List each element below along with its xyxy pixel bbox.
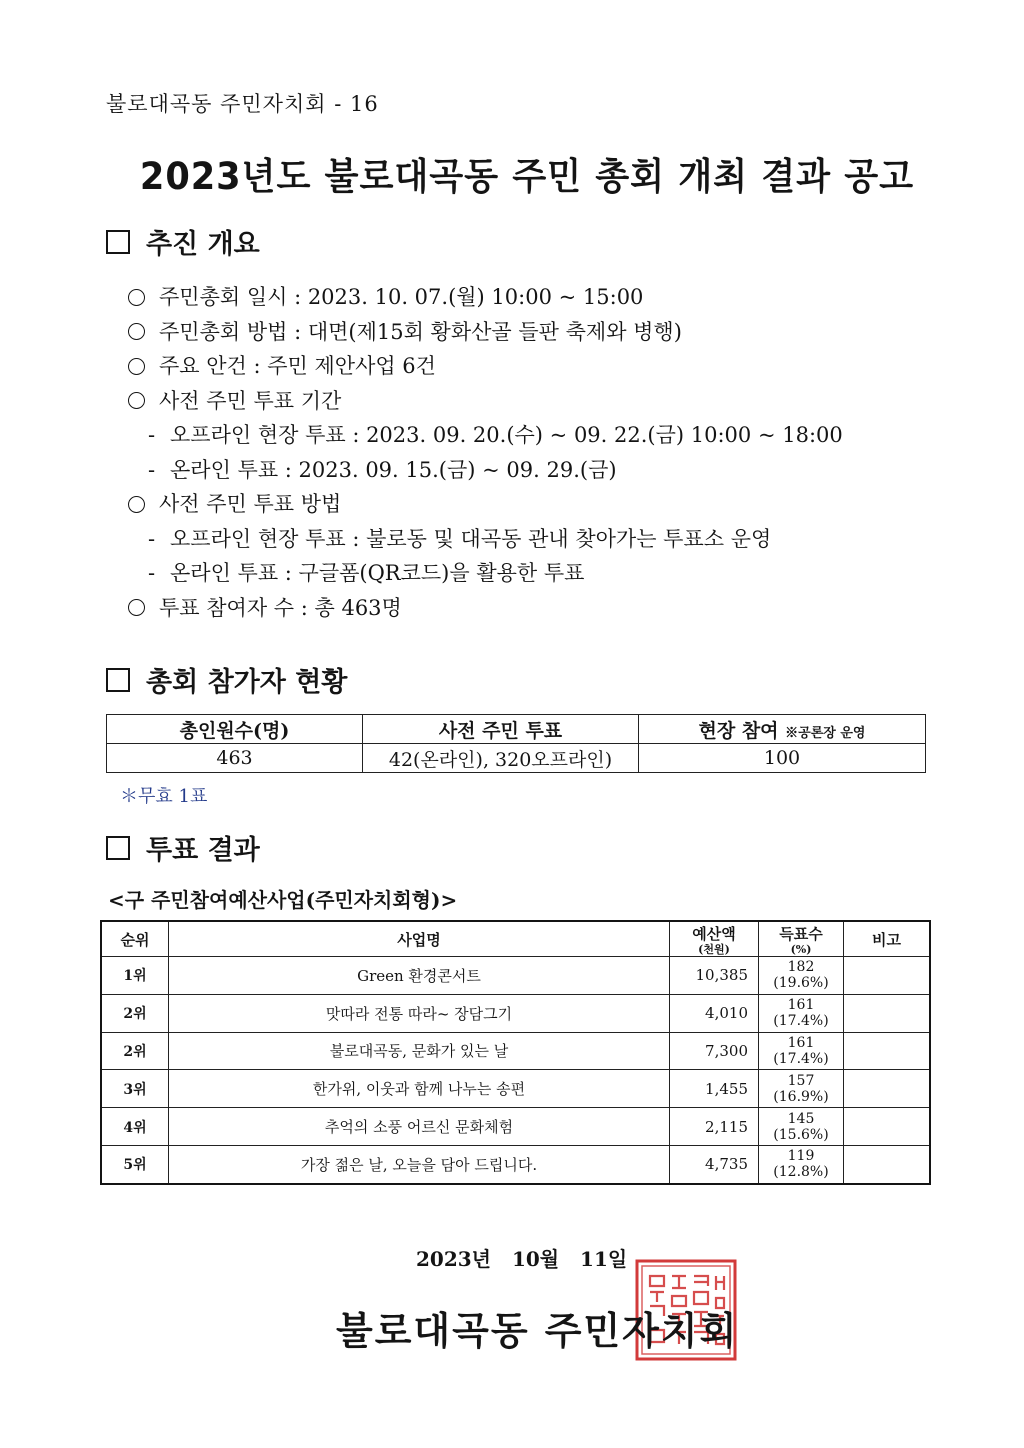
section-box-icon bbox=[106, 230, 130, 254]
cell-budget: 2,115 bbox=[670, 1108, 759, 1146]
cell-budget: 4,735 bbox=[670, 1145, 759, 1183]
announcement-date: 2023년 10월 11일 bbox=[416, 1247, 628, 1271]
overview-item-text: 주민총회 방법 : 대면(제15회 황화산골 들판 축제와 병행) bbox=[159, 319, 682, 344]
vote-count: 119 bbox=[787, 1148, 815, 1165]
cell-note bbox=[844, 1108, 931, 1146]
overview-subitem-text: 온라인 투표 : 2023. 09. 15.(금) ~ 09. 29.(금) bbox=[170, 457, 617, 482]
cell-project-name: 한가위, 이웃과 함께 나누는 송편 bbox=[169, 1070, 670, 1108]
cell-votes bbox=[759, 1032, 844, 1070]
overview-item bbox=[128, 591, 843, 626]
vote-count: 145 bbox=[787, 1110, 815, 1127]
vote-percent: (19.6%) bbox=[773, 975, 829, 992]
vote-count: 161 bbox=[787, 1034, 815, 1051]
cell-note bbox=[844, 1032, 931, 1070]
dash-bullet-icon bbox=[148, 556, 160, 591]
overview-item bbox=[128, 349, 843, 384]
section-results bbox=[106, 828, 260, 867]
col-note: 비고 bbox=[844, 921, 931, 957]
col-total: 총인원수(명) bbox=[107, 715, 363, 744]
vote-count: 157 bbox=[787, 1072, 815, 1089]
overview-subitem bbox=[128, 556, 843, 591]
col-rank: 순위 bbox=[101, 921, 169, 957]
cell-note bbox=[844, 1070, 931, 1108]
col-budget-label: 예산액 bbox=[692, 925, 736, 943]
circle-bullet-icon bbox=[128, 496, 145, 513]
overview-subitem-text: 오프라인 현장 투표 : 2023. 09. 20.(수) ~ 09. 22.(금) 10:00 ~ 18:00 bbox=[170, 423, 843, 447]
dash-bullet-icon bbox=[148, 522, 160, 557]
circle-bullet-icon bbox=[128, 392, 145, 409]
table-header-row bbox=[101, 921, 930, 957]
cell-project-name: Green 환경콘서트 bbox=[169, 957, 670, 995]
col-onsite-note: ※공론장 운영 bbox=[785, 725, 866, 741]
vote-percent: (17.4%) bbox=[773, 1050, 829, 1067]
col-project-name: 사업명 bbox=[169, 921, 670, 957]
section-participants-title: 총회 참가자 현황 bbox=[146, 667, 348, 698]
col-votes-unit: (%) bbox=[790, 943, 812, 956]
cell-votes bbox=[759, 957, 844, 995]
organization-name: 불로대곡동 주민자치회 bbox=[336, 1309, 739, 1353]
section-results-title: 투표 결과 bbox=[146, 835, 260, 866]
cell-rank: 5위 bbox=[101, 1145, 169, 1183]
vote-percent: (17.4%) bbox=[773, 1013, 829, 1030]
overview-item-text: 주요 안건 : 주민 제안사업 6건 bbox=[159, 354, 436, 378]
cell-rank: 2위 bbox=[101, 1032, 169, 1070]
vote-count: 182 bbox=[787, 959, 815, 976]
overview-item bbox=[128, 280, 843, 315]
circle-bullet-icon bbox=[128, 323, 145, 340]
col-votes-label: 득표수 bbox=[779, 925, 823, 943]
cell-project-name: 불로대곡동, 문화가 있는 날 bbox=[169, 1032, 670, 1070]
results-subtitle: <구 주민참여예산사업(주민자치회형)> bbox=[108, 888, 458, 912]
col-onsite-label: 현장 참여 bbox=[698, 719, 779, 742]
col-onsite bbox=[639, 715, 926, 744]
table-row bbox=[101, 957, 930, 995]
cell-note bbox=[844, 1145, 931, 1183]
overview-item bbox=[128, 487, 843, 522]
cell-votes bbox=[759, 994, 844, 1032]
cell-project-name: 맛따라 전통 따라~ 장담그기 bbox=[169, 994, 670, 1032]
document-header: 불로대곡동 주민자치회 - 16 bbox=[106, 92, 379, 116]
cell-note bbox=[844, 957, 931, 995]
table-row bbox=[101, 1070, 930, 1108]
page-title: 2023년도 불로대곡동 주민 총회 개최 결과 공고 bbox=[139, 155, 915, 198]
cell-budget: 4,010 bbox=[670, 994, 759, 1032]
table-row bbox=[101, 1145, 930, 1183]
cell-pre-vote: 42(온라인), 320오프라인) bbox=[363, 744, 639, 773]
table-row bbox=[101, 994, 930, 1032]
col-budget-unit: (천원) bbox=[698, 943, 730, 956]
overview-item-text: 주민총회 일시 : 2023. 10. 07.(월) 10:00 ~ 15:00 bbox=[159, 285, 644, 309]
dash-bullet-icon bbox=[148, 418, 160, 453]
cell-rank: 4위 bbox=[101, 1108, 169, 1146]
overview-list bbox=[128, 280, 843, 625]
circle-bullet-icon bbox=[128, 599, 145, 616]
cell-project-name: 가장 젊은 날, 오늘을 담아 드립니다. bbox=[169, 1145, 670, 1183]
section-participants bbox=[106, 660, 347, 699]
section-overview bbox=[106, 222, 260, 261]
cell-budget: 1,455 bbox=[670, 1070, 759, 1108]
vote-count: 161 bbox=[787, 997, 815, 1014]
cell-votes bbox=[759, 1070, 844, 1108]
cell-rank: 1위 bbox=[101, 957, 169, 995]
participants-table bbox=[106, 714, 926, 773]
cell-total: 463 bbox=[107, 744, 363, 773]
overview-subitem-text: 오프라인 현장 투표 : 불로동 및 대곡동 관내 찾아가는 투표소 운영 bbox=[170, 526, 772, 551]
vote-percent: (12.8%) bbox=[773, 1164, 829, 1181]
results-table bbox=[100, 920, 931, 1185]
cell-votes bbox=[759, 1108, 844, 1146]
cell-rank: 2위 bbox=[101, 994, 169, 1032]
overview-item bbox=[128, 315, 843, 350]
overview-item-text: 투표 참여자 수 : 총 463명 bbox=[159, 595, 402, 620]
col-budget bbox=[670, 921, 759, 957]
overview-subitem bbox=[128, 453, 843, 488]
cell-rank: 3위 bbox=[101, 1070, 169, 1108]
cell-onsite: 100 bbox=[639, 744, 926, 773]
cell-budget: 7,300 bbox=[670, 1032, 759, 1070]
section-overview-title: 추진 개요 bbox=[146, 229, 260, 260]
section-box-icon bbox=[106, 836, 130, 860]
table-header-row bbox=[107, 715, 926, 744]
dash-bullet-icon bbox=[148, 453, 160, 488]
cell-project-name: 추억의 소풍 어르신 문화체험 bbox=[169, 1108, 670, 1146]
cell-note bbox=[844, 994, 931, 1032]
table-row bbox=[101, 1032, 930, 1070]
table-row bbox=[107, 744, 926, 773]
overview-subitem bbox=[128, 418, 843, 453]
cell-votes bbox=[759, 1145, 844, 1183]
vote-percent: (15.6%) bbox=[773, 1126, 829, 1143]
overview-item-text: 사전 주민 투표 방법 bbox=[159, 492, 342, 516]
invalid-vote-note: ＊무효 1표 bbox=[120, 786, 208, 807]
circle-bullet-icon bbox=[128, 289, 145, 306]
circle-bullet-icon bbox=[128, 358, 145, 375]
overview-subitem bbox=[128, 522, 843, 557]
vote-percent: (16.9%) bbox=[773, 1088, 829, 1105]
col-votes bbox=[759, 921, 844, 957]
overview-item bbox=[128, 384, 843, 419]
section-box-icon bbox=[106, 668, 130, 692]
col-pre-vote: 사전 주민 투표 bbox=[363, 715, 639, 744]
overview-subitem-text: 온라인 투표 : 구글폼(QR코드)을 활용한 투표 bbox=[170, 561, 585, 585]
table-row bbox=[101, 1108, 930, 1146]
cell-budget: 10,385 bbox=[670, 957, 759, 995]
overview-item-text: 사전 주민 투표 기간 bbox=[159, 388, 342, 413]
